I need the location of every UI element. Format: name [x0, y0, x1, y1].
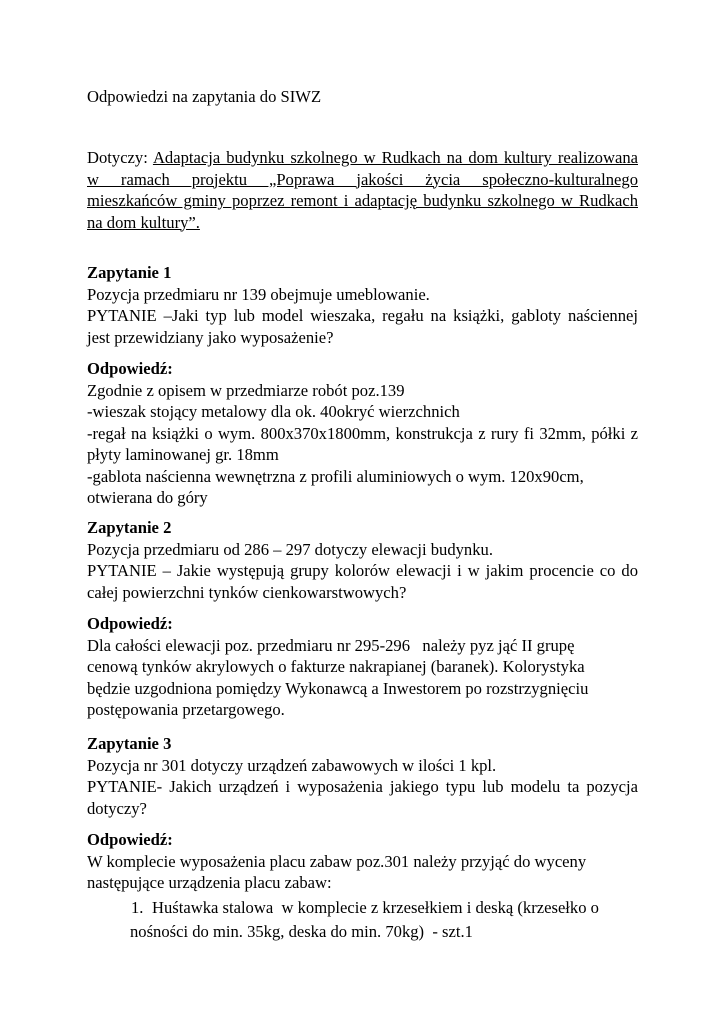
section-question-1 [87, 262, 638, 348]
section-line: Pozycja przedmiaru nr 139 obejmuje umeblowanie. [87, 284, 430, 304]
section-line: będzie uzgodniona pomiędzy Wykonawcą a Inwestorem po rozstrzygnięciu [87, 678, 589, 698]
section-answer-3 [87, 829, 638, 943]
section-line: PYTANIE- Jakich urządzeń i wyposażenia jakiego typu lub modelu ta pozycja [87, 777, 638, 796]
subject-line-1 [87, 147, 638, 169]
section-heading: Zapytanie 2 [87, 518, 172, 537]
list-item [87, 897, 638, 919]
section-line: Zgodnie z opisem w przedmiarze robót poz.139 [87, 380, 405, 400]
section-heading: Zapytanie 1 [87, 263, 172, 282]
section-line: Dla całości elewacji poz. przedmiaru nr 295-296 należy pyz jąć II grupę [87, 635, 575, 655]
section-line: -regał na książki o wym. 800x370x1800mm, konstrukcja z rury fi 32mm, półki z [87, 423, 638, 443]
section-line: W komplecie wyposażenia placu zabaw poz.301 należy przyjąć do wyceny [87, 851, 587, 871]
subject-text-4: na dom kultury”. [87, 212, 200, 232]
list-item-continuation: nośności do min. 35kg, deska do min. 70kg) - szt.1 [130, 922, 473, 941]
section-line: płyty laminowanej gr. 18mm [87, 445, 279, 464]
section-line: Pozycja przedmiaru od 286 – 297 dotyczy elewacji budynku. [87, 539, 493, 559]
section-line: PYTANIE – Jakie występują grupy kolorów elewacji i w jakim procencie co do [87, 561, 638, 580]
section-line: całej powierzchni tynków cienkowarstwowych? [87, 582, 407, 602]
section-line: PYTANIE –Jaki typ lub model wieszaka, regału na książki, gabloty naściennej [87, 306, 638, 325]
section-heading: Odpowiedź: [87, 830, 173, 849]
section-line: cenową tynków akrylowych o fakturze nakrapianej (baranek). Kolorystyka [87, 657, 585, 676]
section-line: jest przewidziany jako wyposażenie? [87, 327, 334, 347]
section-heading: Zapytanie 3 [87, 734, 172, 753]
list-item-text: Huśtawka stalowa w komplecie z krzesełkiem i deską (krzesełko o [152, 897, 599, 917]
section-line: Pozycja nr 301 dotyczy urządzeń zabawowych w ilości 1 kpl. [87, 755, 497, 775]
section-line: postępowania przetargowego. [87, 700, 285, 719]
subject-block [87, 147, 638, 233]
subject-text-1: Adaptacja budynku szkolnego w Rudkach na dom kultury realizowana [152, 148, 638, 167]
section-heading: Odpowiedź: [87, 359, 173, 378]
section-answer-1 [87, 358, 638, 509]
section-answer-2 [87, 613, 638, 721]
subject-prefix: Dotyczy: [87, 148, 153, 167]
document-title: Odpowiedzi na zapytania do SIWZ [87, 87, 322, 106]
section-line: dotyczy? [87, 798, 147, 818]
subject-text-2: w ramach projektu „Poprawa jakości życia społeczno-kulturalnego [87, 169, 638, 189]
section-question-2 [87, 517, 638, 603]
section-question-3 [87, 733, 638, 819]
section-line: -gablota naścienna wewnętrzna z profili aluminiowych o wym. 120x90cm, [87, 466, 584, 486]
section-line: następujące urządzenia placu zabaw: [87, 873, 332, 892]
section-heading: Odpowiedź: [87, 614, 173, 633]
section-line: otwierana do góry [87, 488, 208, 507]
section-line: -wieszak stojący metalowy dla ok. 40okryć wierzchnich [87, 402, 460, 421]
list-item-number: 1. [131, 897, 144, 917]
subject-text-3: mieszkańców gminy poprzez remont i adaptację budynku szkolnego w Rudkach [87, 191, 638, 210]
